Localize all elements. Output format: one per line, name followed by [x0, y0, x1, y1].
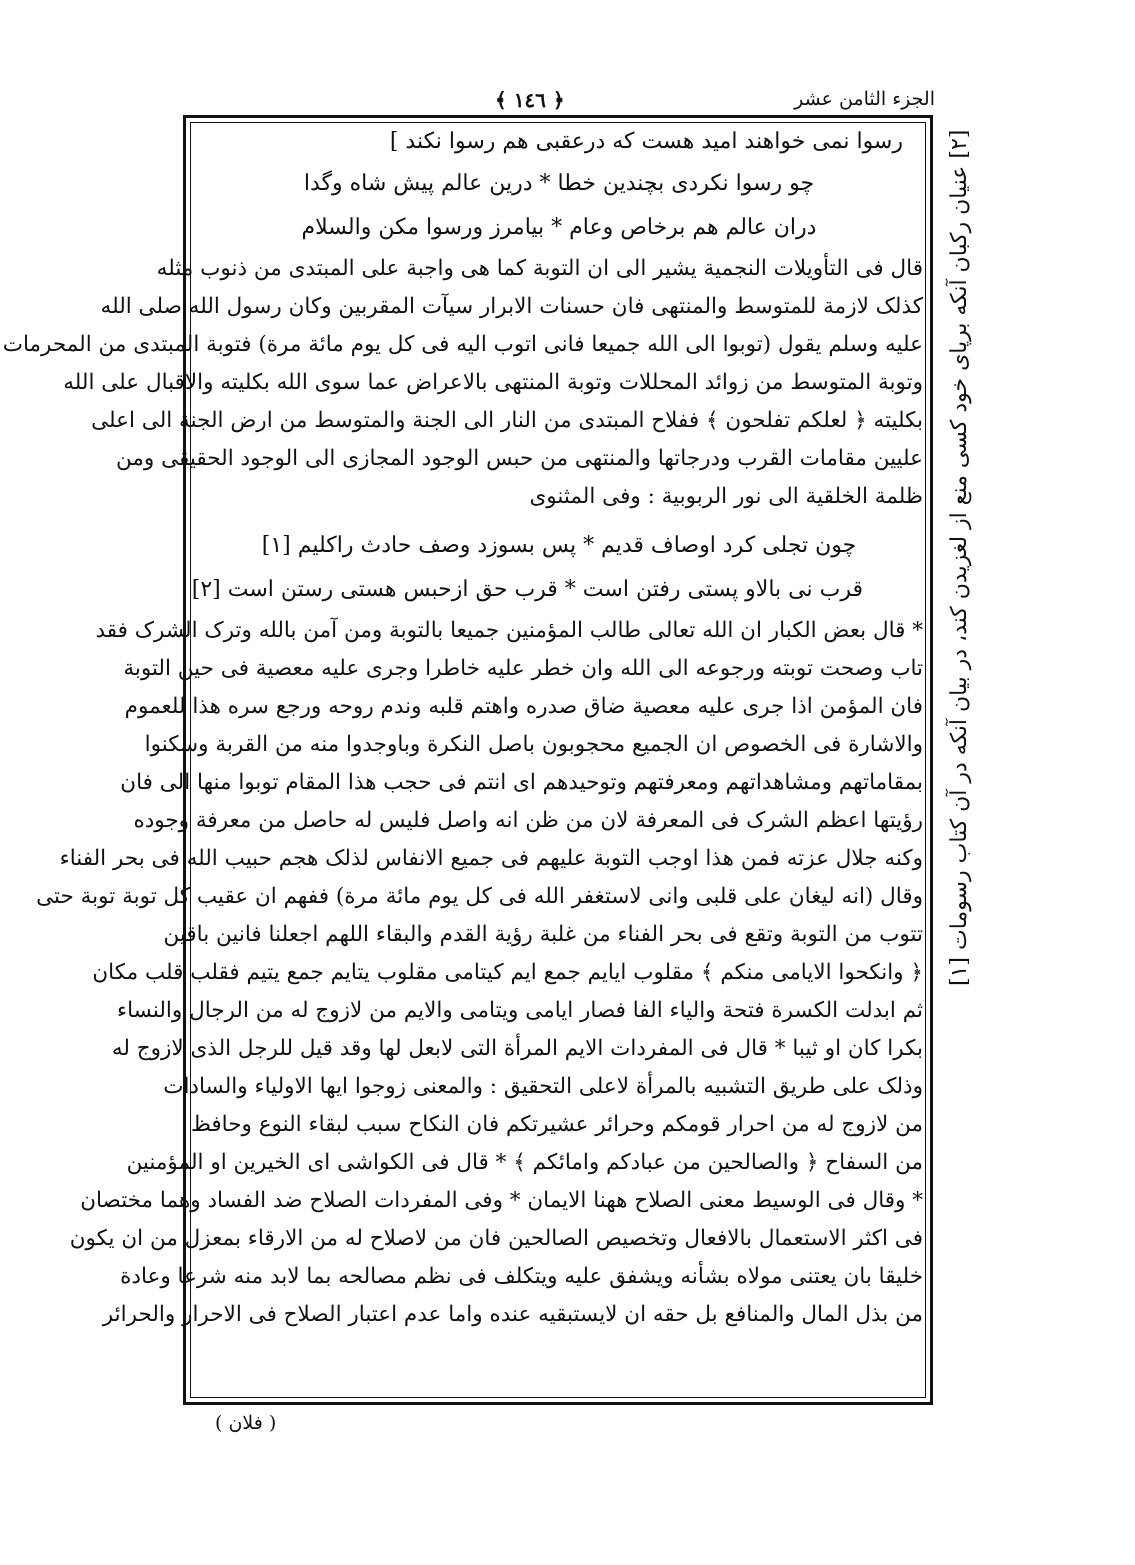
text-line: ﴿ وانکحوا الایامی منکم ﴾ مقلوب ایایم جمع ایم کیتامی مقلوب یتایم جمع یتیم فقلب قلب مکان [92, 960, 923, 985]
text-line: تتوب من التوبة وتقع فی بحر الفناء من غلبة رؤیة القدم والبقاء اللهم اجعلنا فانین باقین [163, 922, 923, 947]
running-title: الجزء الثامن عشر [794, 88, 935, 110]
text-line: بمقاماتهم ومشاهداتهم ومعرفتهم وتوحیدهم ای انتم فی حجب هذا المقام توبوا منها الی فان [120, 770, 923, 795]
text-line: * وقال فی الوسیط معنی الصلاح ههنا الایمان * وفی المفردات الصلاح ضد الفساد وهما مختصان [80, 1188, 923, 1213]
text-line: کذلک لازمة للمتوسط والمنتهی فان حسنات الابرار سیآت المقربین وکان رسول الله صلی الله [100, 294, 923, 319]
page-header [185, 88, 935, 118]
verse-line: دران عالم هم برخاص وعام * بیامرز ورسوا مکن والسلام [301, 215, 817, 240]
catchword: ( فلان ) [215, 1412, 277, 1434]
text-line: * قال بعض الکبار ان الله تعالی طالب المؤمنین جمیعا بالتوبة ومن آمن بالله وترک الشرک فقد [95, 618, 923, 643]
page-number: ﴿ ١٤٦ ﴾ [495, 88, 565, 112]
text-line: قال فی التأویلات النجمیة یشیر الی ان التوبة کما هی واجبة علی المبتدی من ذنوب مثله [156, 256, 923, 281]
text-line: وتوبة المتوسط من زوائد المحللات وتوبة المنتهی بالاعراض عما سوی الله بکلیته والاقبال علی الله [63, 370, 923, 395]
text-line: من لازوج له من احرار قومکم وحرائر عشیرتکم فان النکاح سبب لبقاء النوع وحافظ [190, 1112, 923, 1137]
verse-line: چو رسوا نکردی بچندین خطا * درین عالم پیش شاه وگدا [303, 171, 815, 196]
text-line: من بذل المال والمنافع بل حقه ان لایستبقیه عنده واما عدم اعتبار الصلاح فی الاحرار والحرائر [102, 1302, 923, 1327]
text-line: رؤیتها اعظم الشرک فی المعرفة لان من ظن انه واصل فلیس له حاصل من معرفة وجوده [133, 808, 923, 833]
text-line: علیین مقامات القرب ودرجاتها والمنتهی من حبس الوجود المجازی الی الوجود الحقیقی ومن [116, 446, 923, 471]
verse-line: رسوا نمی خواهند امید هست که درعقبی هم رسوا نکند ] [389, 129, 903, 154]
main-text [2, 122, 923, 1397]
text-line: علیه وسلم یقول (توبوا الی الله جمیعا فانی اتوب الیه فی کل یوم مائة مرة) فتوبة المبتدی من المحرمات [2, 332, 923, 357]
text-line: بکرا کان او ثیبا * قال فی المفردات الایم المرأة التی لابعل لها وقد قیل للرجل الذی لازوج له [111, 1036, 923, 1061]
text-line: وذلک علی طریق التشبیه بالمرأة لاعلی التحقیق : والمعنی زوجوا ایها الاولیاء والسادات [163, 1074, 923, 1099]
text-line: والاشارة فی الخصوص ان الجمیع محجوبون باصل النکرة وباوجدوا منه من القربة وسکنوا [144, 732, 923, 757]
text-line: ثم ابدلت الکسرة فتحة والیاء الفا فصار ایامی ویتامی والایم من لازوج له من الرجال والنساء [117, 998, 923, 1023]
text-line: خلیقا بان یعتنی مولاه بشأنه ویشفق علیه ویتکلف فی نظم مصالحه بما لابد منه شرعا وعادة [120, 1264, 923, 1289]
text-line: فی اکثر الاستعمال بالافعال وتخصیص الصالحین فان من لاصلاح له من الارقاء بمعزل من ان یکون [69, 1226, 923, 1251]
text-line: من السفاح ﴿ والصالحین من عبادکم وامائکم ﴾ * قال فی الکواشی ای الخیرین او المؤمنین [126, 1150, 923, 1175]
spacer [195, 516, 923, 524]
text-line: وقال (انه لیغان علی قلبی وانی لاستغفر الله فی کل یوم مائة مرة) ففهم ان عقیب کل توبة توبة حتی [36, 884, 923, 909]
text-line: بکلیته ﴿ لعلکم تفلحون ﴾ ففلاح المبتدی من النار الی الجنة والمتوسط من ارض الجنة الی اعلی [91, 408, 923, 433]
text-line: ظلمة الخلقیة الی نور الربوبیة : وفی المثنوی [529, 484, 923, 509]
verse-line: چون تجلی کرد اوصاف قدیم * پس بسوزد وصف حادث راکلیم [١] [261, 533, 857, 558]
margin-gloss: [٢] عنیان رکبان آنکه برپای خود کسی منع از لغزیدن کند، در بیان آنکه در آن کتاب رسومات [١] [947, 130, 972, 987]
text-line: تاب وصحت توبته ورجوعه الی الله وان خطر علیه خاطرا وجری علیه معصیة فی حین التوبة [123, 656, 923, 681]
verse-line: قرب نی بالاو پستی رفتن است * قرب حق ازحبس هستی رستن است [٢] [191, 577, 863, 602]
text-line: وکنه جلال عزته فمن هذا اوجب التوبة علیهم فی جمیع الانفاس لذلک هجم حبیب الله فی بحر الفناء [59, 846, 923, 871]
text-line: فان المؤمن اذا جری علیه معصیة ضاق صدره واهتم قلبه وندم روحه ورجع سره هذا للعموم [124, 694, 923, 719]
